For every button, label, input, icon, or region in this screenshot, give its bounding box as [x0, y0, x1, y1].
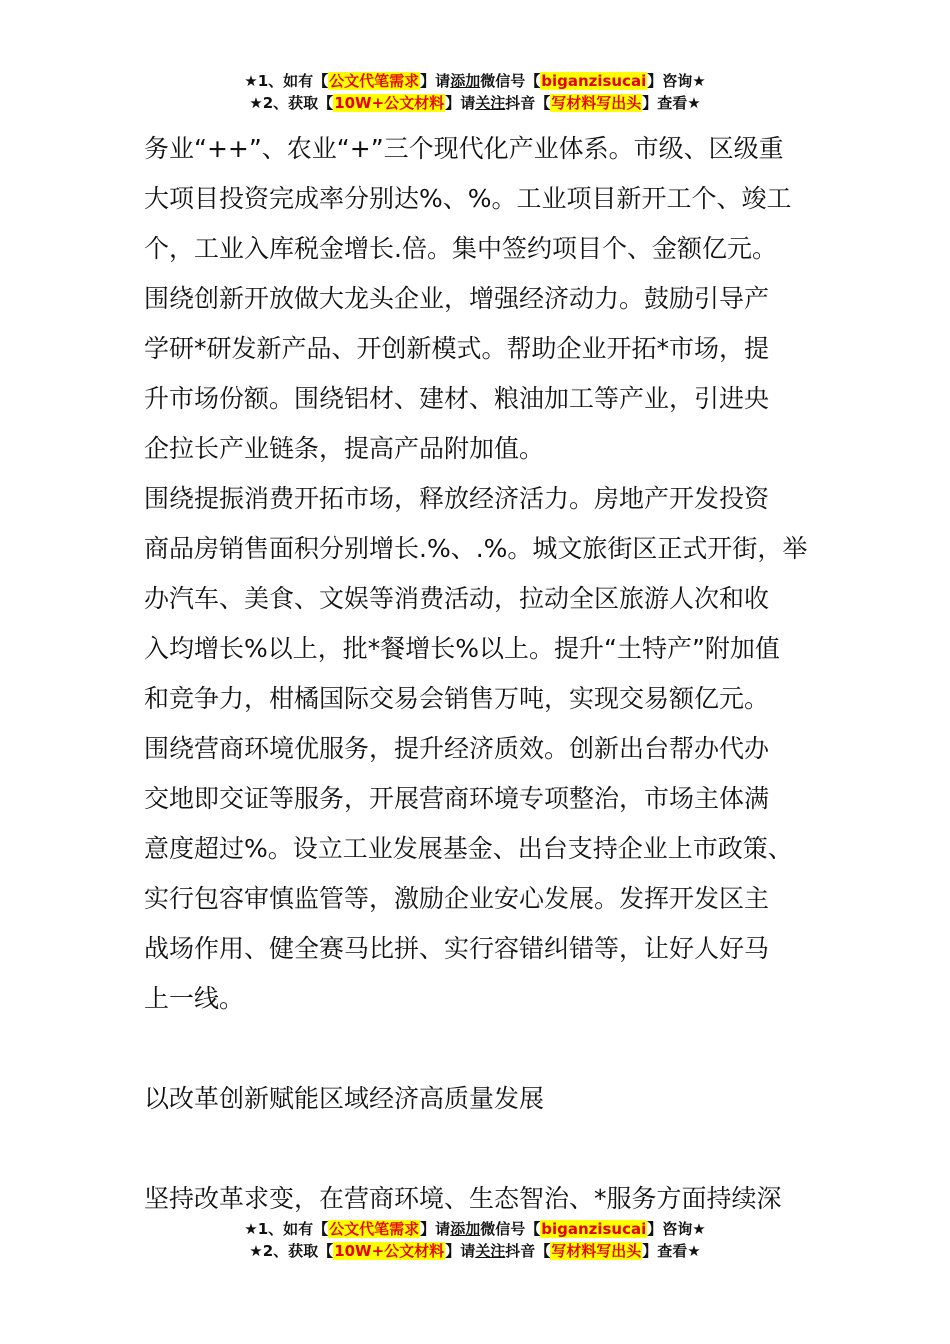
footer-text: 微信号【: [480, 1220, 541, 1238]
paragraph-2: 围绕创新开放做大龙头企业，增强经济动力。鼓励引导产 学研*研发新产品、开创新模式。帮助企业开拓*市场，提 升市场份额。围绕铝材、建材、粮油加工等产业，引进央 企拉长产业链条，提高产品附加值。: [144, 284, 770, 463]
header-text: ★2、获取【: [249, 94, 334, 112]
footer-text: 关注: [475, 1242, 506, 1260]
paragraph-4: 围绕营商环境优服务，提升经济质效。创新出台帮办代办 交地即交证等服务，开展营商环境专项整治，市场主体满 意度超过%。设立工业发展基金、出台支持企业上市政策、 实行包容审慎监管等，激励企业安心发展。发挥开发区主 战场作用、健全赛马比拼、实行容错纠错等，让好人好马 上一线。: [144, 734, 793, 1013]
highlight-materials: 10W+公文材料: [334, 94, 445, 112]
footer-text: 】咨询★: [647, 1220, 706, 1238]
highlight-wechat-id: biganzisucai: [541, 1220, 647, 1238]
highlight-materials: 10W+公文材料: [334, 1242, 445, 1260]
header-banner-top: [0, 70, 950, 114]
footer-text: 】请: [420, 1220, 451, 1238]
document-body: [144, 124, 816, 1224]
header-banner-bottom: [0, 1218, 950, 1262]
footer-text: 】请: [445, 1242, 476, 1260]
highlight-wechat-id: biganzisucai: [541, 72, 647, 90]
header-text: 微信号【: [480, 72, 541, 90]
header-text: 关注: [475, 94, 506, 112]
highlight-writing-service: 公文代笔需求: [329, 1220, 420, 1238]
header-text: 】咨询★: [647, 72, 706, 90]
footer-line-2: [0, 1240, 950, 1262]
highlight-douyin-account: 写材料写出头: [551, 94, 642, 112]
spacer: [144, 1024, 816, 1074]
header-text: 】请: [445, 94, 476, 112]
header-line-1: [0, 70, 950, 92]
paragraph-3: 围绕提振消费开拓市场，释放经济活力。房地产开发投资 商品房销售面积分别增长.%、.%。城文旅街区正式开街，举 办汽车、美食、文娱等消费活动，拉动全区旅游人次和收 入均增长%以上，批*餐增长%以上。提升“土特产”附加值 和竞争力，柑橘国际交易会销售万吨，实现交易额亿元。: [144, 484, 808, 713]
footer-text: 添加: [450, 1220, 481, 1238]
footer-text: 抖音【: [505, 1242, 551, 1260]
paragraph-5: 坚持改革求变，在营商环境、生态智治、*服务方面持续深: [144, 1184, 782, 1213]
header-text: 】查看★: [642, 94, 701, 112]
header-text: 】请: [420, 72, 451, 90]
footer-line-1: [0, 1218, 950, 1240]
header-text: ★1、如有【: [244, 72, 329, 90]
footer-text: 】查看★: [642, 1242, 701, 1260]
header-text: 抖音【: [505, 94, 551, 112]
footer-text: ★1、如有【: [244, 1220, 329, 1238]
paragraph-1: 务业“++”、农业“+”三个现代化产业体系。市级、区级重 大项目投资完成率分别达%、%。工业项目新开工个、竣工 个，工业入库税金增长.倍。集中签约项目个、金额亿元。: [144, 134, 792, 263]
header-line-2: [0, 92, 950, 114]
header-text: 添加: [450, 72, 481, 90]
footer-text: ★2、获取【: [249, 1242, 334, 1260]
highlight-writing-service: 公文代笔需求: [329, 72, 420, 90]
highlight-douyin-account: 写材料写出头: [551, 1242, 642, 1260]
spacer: [144, 1124, 816, 1174]
section-title: 以改革创新赋能区域经济高质量发展: [144, 1084, 545, 1113]
